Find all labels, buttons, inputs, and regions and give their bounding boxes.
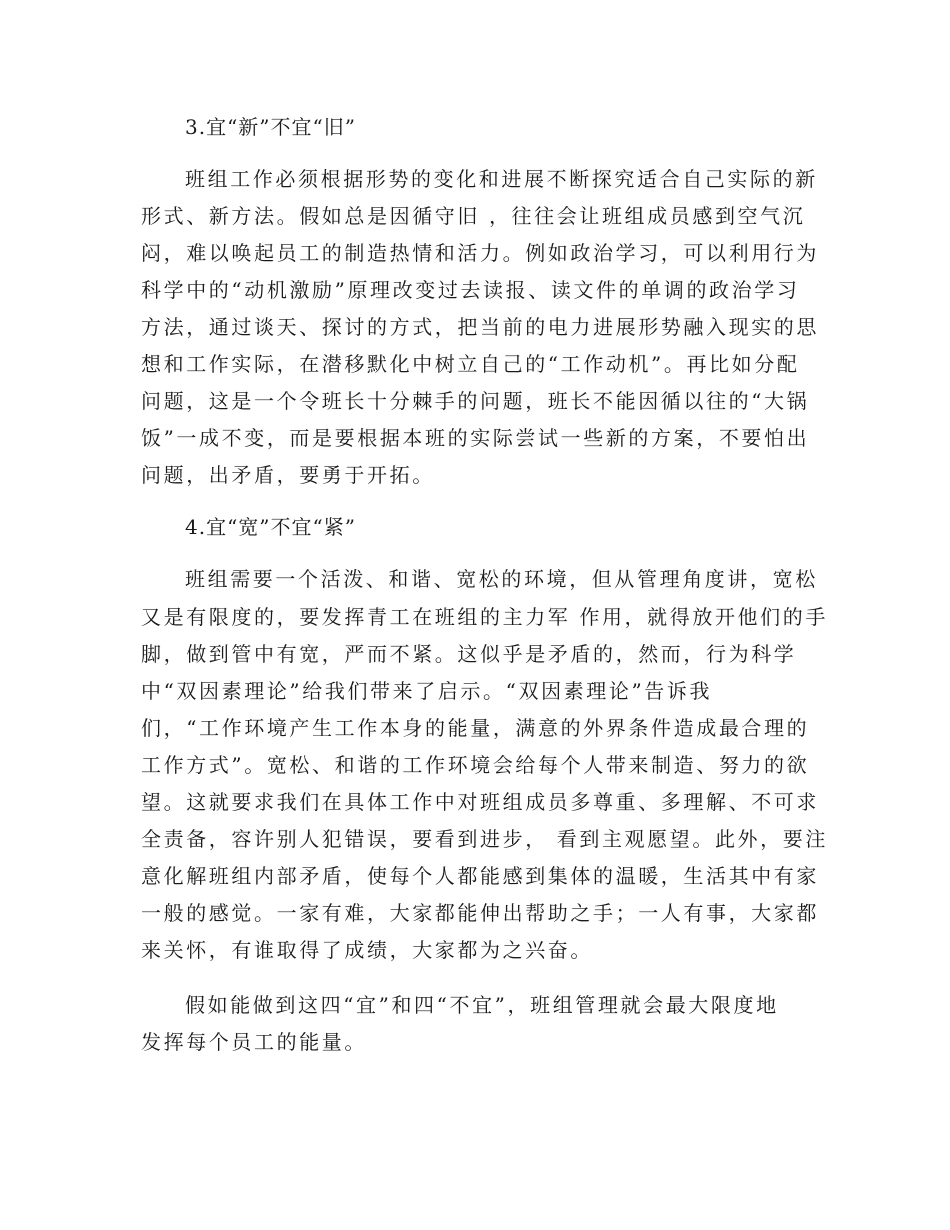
section-4-line: 又是有限度的，要发挥青工在班组的主力军 作用，就得放开他们的手	[141, 605, 828, 629]
section-4-line: 来关怀，有谁取得了成绩，大家都为之兴奋。	[141, 938, 593, 962]
section-4-line: 望。这就要求我们在具体工作中对班组成员多尊重、多理解、不可求	[141, 790, 819, 814]
conclusion-line: 假如能做到这四“宜”和四“不宜”，班组管理就会最大限度地	[185, 993, 779, 1017]
section-4-line: 中“双因素理论”给我们带来了启示。“双因素理论”告诉我	[141, 679, 713, 703]
section-3-line: 形式、新方法。假如总是因循守旧 ，往往会让班组成员感到空气沉	[141, 204, 806, 228]
section-3-heading: 3.宜“新”不宜“旧”	[185, 115, 356, 139]
section-4-line: 一般的感觉。一家有难，大家都能伸出帮助之手；一人有事，大家都	[141, 901, 819, 925]
section-4-line: 脚，做到管中有宽，严而不紧。这似乎是矛盾的，然而，行为科学	[141, 642, 797, 666]
section-3-line: 问题，这是一个令班长十分棘手的问题，班长不能因循以往的“大锅	[141, 389, 810, 413]
section-4-line: 意化解班组内部矛盾，使每个人都能感到集体的温暖，生活其中有家	[141, 864, 819, 888]
section-4-line: 工作方式”。宽松、和谐的工作环境会给每个人带来制造、努力的欲	[141, 753, 810, 777]
section-3-line: 闷，难以唤起员工的制造热情和活力。例如政治学习，可以利用行为	[141, 241, 819, 265]
section-4-line: 班组需要一个活泼、和谐、宽松的环境，但从管理角度讲，宽松	[185, 567, 818, 591]
section-3-line: 饭”一成不变，而是要根据本班的实际尝试一些新的方案，不要怕出	[141, 426, 810, 450]
section-4-line: 们，“工作环境产生工作本身的能量，满意的外界条件造成最合理的	[141, 716, 810, 740]
section-3-line: 班组工作必须根据形势的变化和进展不断探究适合自己实际的新	[185, 167, 818, 191]
section-4-line: 全责备，容许别人犯错误，要看到进步， 看到主观愿望。此外，要注	[141, 827, 828, 851]
section-4-heading: 4.宜“宽”不宜“紧”	[185, 515, 356, 539]
section-3-line: 科学中的“动机激励”原理改变过去读报、读文件的单调的政治学习	[141, 278, 800, 302]
conclusion-line: 发挥每个员工的能量。	[141, 1030, 367, 1054]
section-3-line: 问题，出矛盾，要勇于开拓。	[141, 463, 435, 487]
section-3-line: 方法，通过谈天、探讨的方式，把当前的电力进展形势融入现实的思	[141, 315, 819, 339]
section-3-line: 想和工作实际，在潜移默化中树立自己的“工作动机”。再比如分配	[141, 352, 800, 376]
